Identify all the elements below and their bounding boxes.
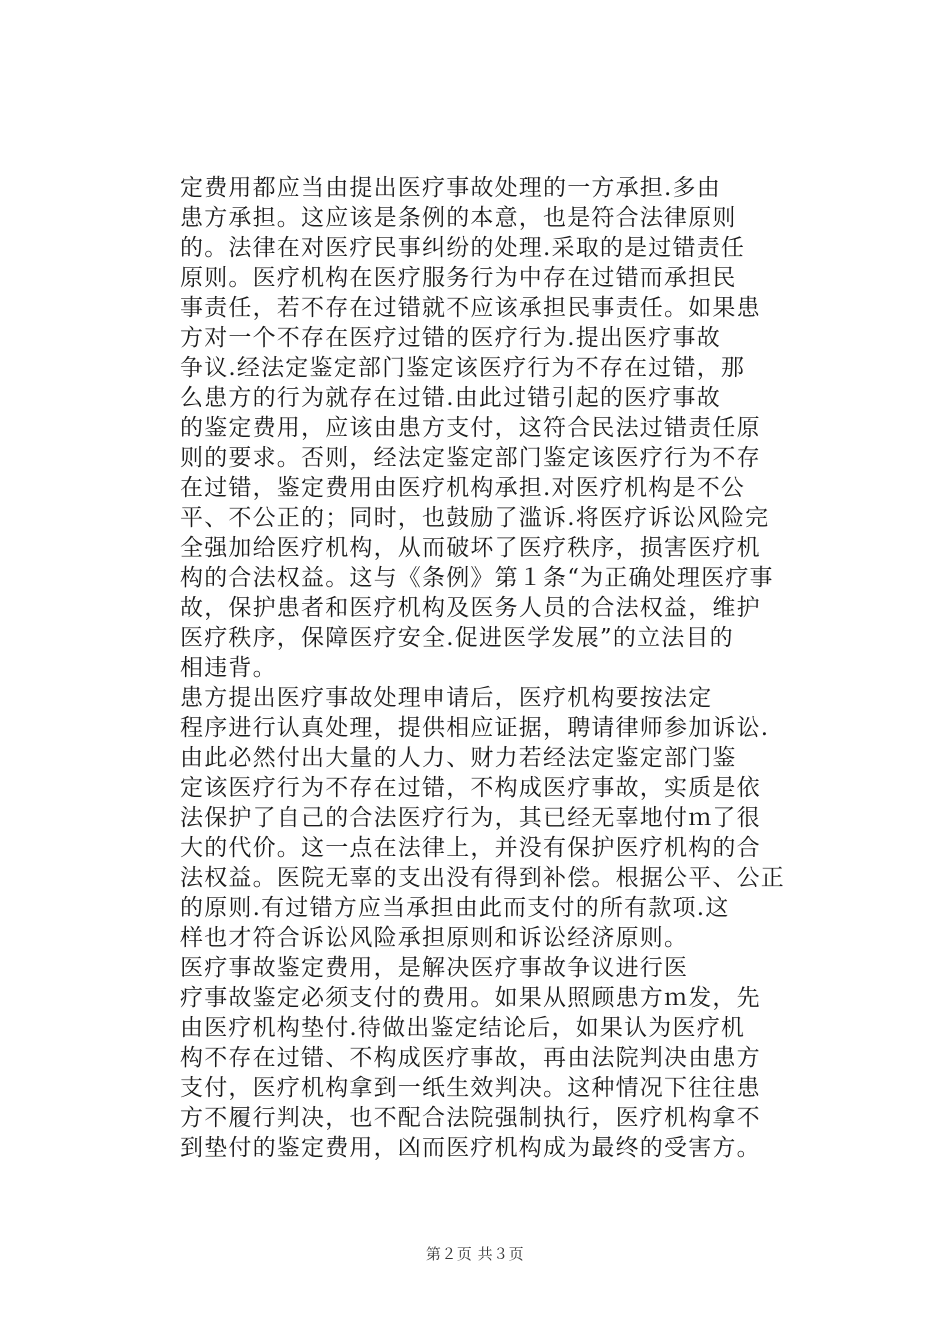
text-line: 方不履行判决，也不配合法院强制执行，医疗机构拿不 [180,1105,761,1131]
text-line: 患方提出医疗事故处理申请后，医疗机构要按法定 [180,685,713,711]
text-line: 医疗事故鉴定费用，是解决医疗事故争议进行医 [180,955,689,981]
text-line: 构不存在过错、不构成医疗事故，再由法院判决由患方 [180,1045,761,1071]
text-line: 故，保护患者和医疗机构及医务人员的合法权益，维护 [180,595,761,621]
text-line: 程序进行认真处理，提供相应证据，聘请律师参加诉讼. [180,715,770,741]
text-line: 在过错，鉴定费用由医疗机构承担.对医疗机构是不公 [180,475,746,501]
text-line: 由此必然付出大量的人力、财力若经法定鉴定部门鉴 [180,745,737,771]
text-line: 平、不公正的；同时，也鼓励了滥诉.将医疗诉讼风险完 [180,505,770,531]
text-line: 的鉴定费用，应该由患方支付，这符合民法过错责任原 [180,415,761,441]
text-line: 么患方的行为就存在过错.由此过错引起的医疗事故 [180,385,721,411]
text-line: 支付，医疗机构拿到一纸生效判决。这种情况下往往患 [180,1075,761,1101]
text-line: 定费用都应当由提出医疗事故处理的一方承担.多由 [180,175,721,201]
text-line: 患方承担。这应该是条例的本意，也是符合法律原则 [180,205,737,231]
text-line: 的原则.有过错方应当承担由此而支付的所有款项.这 [180,895,730,921]
text-line: 样也才符合诉讼风险承担原则和诉讼经济原则。 [180,925,689,951]
text-line: 医疗秩序，保障医疗安全.促进医学发展”的立法目的 [180,625,734,651]
text-line: 方对一个不存在医疗过错的医疗行为.提出医疗事故 [180,325,721,351]
text-line: 由医疗机构垫付.待做出鉴定结论后，如果认为医疗机 [180,1015,746,1041]
text-line: 原则。医疗机构在医疗服务行为中存在过错而承担民 [180,265,737,291]
text-line: 法保护了自己的合法医疗行为，其已经无辜地付ｍ了很 [180,805,761,831]
page-number: 第２页 共３页 [425,1245,525,1263]
text-line: 事责任，若不存在过错就不应该承担民事责任。如果患 [180,295,761,321]
body-text [180,173,840,1163]
text-line: 定该医疗行为不存在过错，不构成医疗事故，实质是依 [180,775,761,801]
text-line: 全强加给医疗机构，从而破坏了医疗秩序，损害医疗机 [180,535,761,561]
text-line: 构的合法权益。这与《条例》第１条“为正确处理医疗事 [180,565,774,591]
text-line: 法权益。医院无辜的支出没有得到补偿。根据公平、公正 [180,865,785,891]
text-line: 争议.经法定鉴定部门鉴定该医疗行为不存在过错，那 [180,355,746,381]
text-line: 疗事故鉴定必须支付的费用。如果从照顾患方ｍ发，先 [180,985,761,1011]
text-line: 大的代价。这一点在法律上，并没有保护医疗机构的合 [180,835,761,861]
text-line: 相违背。 [180,655,277,681]
text-line: 的。法律在对医疗民事纠纷的处理.采取的是过错责任 [180,235,746,261]
text-line: 则的要求。否则，经法定鉴定部门鉴定该医疗行为不存 [180,445,761,471]
text-line: 到垫付的鉴定费用，凶而医疗机构成为最终的受害方。 [180,1135,761,1161]
